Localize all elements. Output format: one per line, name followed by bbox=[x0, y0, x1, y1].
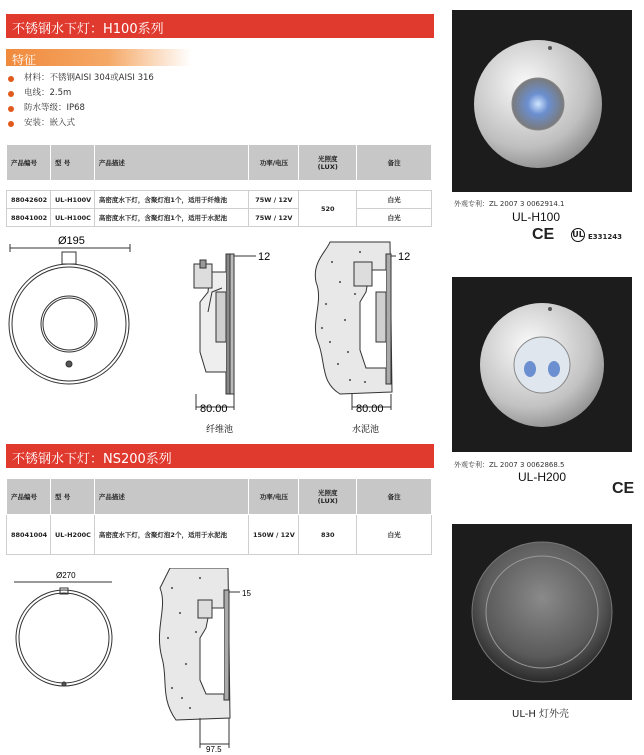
dim-12-concrete: 12 bbox=[398, 251, 411, 263]
fiber-pool-section bbox=[194, 254, 256, 410]
ns200-spec-table bbox=[6, 478, 432, 555]
housing-caption: UL-H 灯外壳 bbox=[512, 709, 570, 720]
ul-mark-icon: UL bbox=[571, 228, 585, 242]
features-label: 特征 bbox=[12, 53, 37, 67]
bullet-icon bbox=[8, 121, 14, 127]
feature-item: 安装：嵌入式 bbox=[8, 116, 154, 131]
ce-mark-icon-2: CE bbox=[612, 480, 635, 497]
ul-h-housing-photo bbox=[452, 524, 632, 700]
ce-mark-icon: CE bbox=[532, 226, 555, 243]
concrete-pool-section bbox=[315, 242, 396, 410]
section2-title-bar bbox=[6, 444, 434, 468]
feature-item: 防水等级：IP68 bbox=[8, 101, 154, 116]
ul-h200-model: UL-H200 bbox=[518, 470, 567, 484]
dim-12-fiber: 12 bbox=[258, 251, 271, 263]
ul-h200-patent: 外观专利：ZL 2007 3 0062868.5 bbox=[454, 461, 565, 469]
ul-h200-lamp-image bbox=[452, 277, 632, 452]
dim-97-5: 97.5 bbox=[206, 745, 222, 754]
fiber-pool-label: 纤维池 bbox=[206, 424, 234, 434]
ul-h100-patent: 外观专利：ZL 2007 3 0062914.1 bbox=[454, 200, 565, 208]
ns200-front-view bbox=[14, 582, 112, 686]
feature-item: 电线：2.5m bbox=[8, 86, 154, 101]
housing-image bbox=[452, 524, 632, 700]
bullet-icon bbox=[8, 91, 14, 97]
feature-list bbox=[8, 71, 154, 131]
ul-h200-photo bbox=[452, 277, 632, 452]
bullet-icon bbox=[8, 106, 14, 112]
section1-title-bar bbox=[6, 14, 434, 38]
feature-item: 材料：不锈钢AISI 304或AISI 316 bbox=[8, 71, 154, 86]
table-header-row: 产品编号 型 号 产品描述 功率/电压 光照度 (LUX) 备注 bbox=[7, 145, 432, 181]
bullet-icon bbox=[8, 76, 14, 82]
ns200-side-view bbox=[159, 568, 240, 748]
section1-title: 不锈钢水下灯：H100系列 bbox=[12, 22, 164, 37]
concrete-pool-label: 水泥池 bbox=[352, 424, 380, 434]
dim-80-concrete: 80.00 bbox=[356, 403, 384, 415]
dim-15: 15 bbox=[242, 589, 251, 598]
section2-title: 不锈钢水下灯：NS200系列 bbox=[12, 452, 172, 467]
features-label-bar bbox=[6, 49, 191, 66]
h100-spec-table bbox=[6, 144, 432, 227]
ul-h100-lamp-image bbox=[452, 10, 632, 192]
table-row: 88042602 UL-H100V 高密度水下灯，含聚灯泡1个，适用于纤维池 75W / 12V 520 白光 bbox=[7, 191, 432, 209]
ul-h100-photo bbox=[452, 10, 632, 192]
ul-code: E331243 bbox=[588, 233, 623, 241]
table-header-row: 产品编号 型 号 产品描述 功率/电压 光照度 (LUX) 备注 bbox=[7, 479, 432, 515]
diameter-label: Ø195 bbox=[58, 235, 85, 247]
ul-h100-model: UL-H100 bbox=[512, 210, 561, 224]
diameter-label-200: Ø270 bbox=[56, 571, 76, 580]
ns200-technical-drawing bbox=[0, 568, 300, 755]
table-row: 88041004 UL-H200C 高密度水下灯，含聚灯泡2个，适用于水泥池 150W / 12V 830 白光 bbox=[7, 515, 432, 555]
dim-80-fiber: 80.00 bbox=[200, 403, 228, 415]
table-row: 88041002 UL-H100C 高密度水下灯，含聚灯泡1个，适用于水泥池 75W / 12V 白光 bbox=[7, 209, 432, 227]
h100-technical-drawing bbox=[0, 232, 440, 442]
front-view-drawing bbox=[9, 244, 130, 384]
